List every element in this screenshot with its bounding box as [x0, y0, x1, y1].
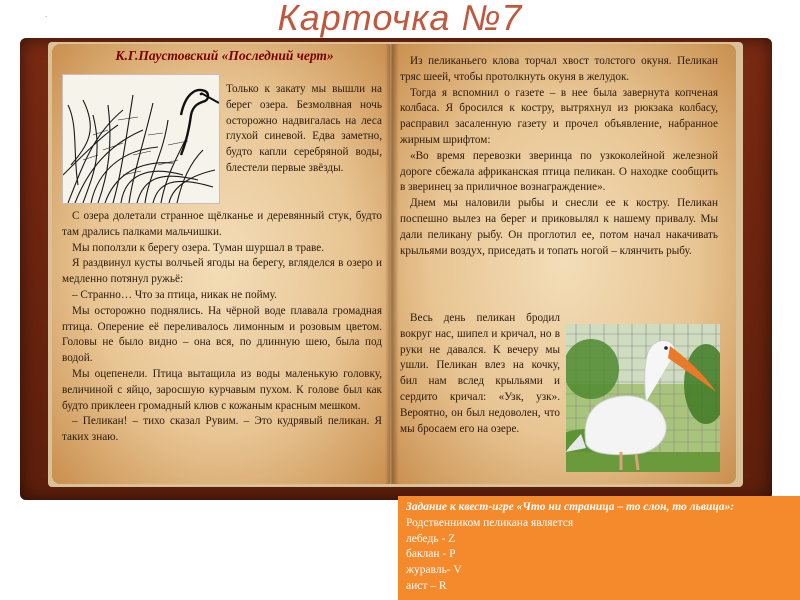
left-paragraph: Мы осторожно поднялись. На чёрной воде плавала громадная птица. Оперение её переливалось лимонным и розовым цветом. Головы не было видно – она вся, по длинную шею, была под водой.: [62, 304, 382, 365]
task-option: аист – R: [406, 579, 447, 592]
card-title: Карточка №7: [277, 0, 523, 38]
right-paragraph: Весь день пеликан бродил вокруг нас, шипел и кричал, но в руки не давался. К вечеру мы ушли. Пеликан влез на кочку, бил нам вслед крыльями и сердито кричал: «Узк, узк». Вероятно, он был недоволен, что мы бросаем его на озере.: [400, 312, 560, 435]
task-option: лебедь - Z: [406, 532, 456, 545]
story-heading: К.Г.Паустовский «Последний черт»: [115, 48, 334, 63]
right-paragraph: Тогда я вспомнил о газете – в нее была завернута копченая колбаса. Я бросился к костру, вытряхнул из рюкзака колбасу, расправил засаленную газету и прочел объявление, набранное жирным шрифтом:: [400, 86, 718, 146]
right-paragraph: Из пеликаньего клова торчал хвост толстого окуня. Пеликан тряс шеей, чтобы протолкнуть окуня в желудок.: [400, 55, 718, 83]
left-paragraph: – Странно… Что за птица, никак не пойму.: [72, 288, 277, 301]
decorative-dot: .: [45, 10, 48, 19]
quest-task-box: [398, 496, 800, 600]
left-paragraph: Мы поползли к берегу озера. Туман шуршал в траве.: [72, 241, 325, 254]
reeds-heron-illustration: [62, 74, 220, 204]
right-text-beside-image: [400, 311, 560, 437]
left-text-beside-image: Только к закату мы вышли на берег озера. Безмолвная ночь осторожно надвигалась на леса глухой синевой. Едва заметно, будто капли серебряной воды, блестели первые звёзды.: [226, 83, 382, 174]
left-paragraph: – Пеликан! – тихо сказал Рувим. – Это кудрявый пеликан. Я таких знаю.: [62, 415, 382, 444]
left-paragraph: Мы оцепенели. Птица вытащила из воды маленькую головку, величиной с яйцо, заросшую курчавым пухом. К голове был как будто приклеен громадный клюв с кожаным красным мешком.: [62, 367, 382, 412]
left-paragraph: С озера долетали странное щёлканье и деревянный стук, будто там дрались палками мальчишки.: [62, 210, 382, 238]
left-paragraph: Я раздвинул кусты волчьей ягоды на берегу, вгляделся в озеро и медленно потянул ружьё:: [62, 257, 382, 286]
pelican-photo: [566, 324, 720, 472]
book-spine: [385, 44, 399, 484]
right-text-body: [400, 54, 718, 259]
task-question: Родственником пеликана является: [406, 516, 574, 529]
task-option: баклан - P: [406, 548, 456, 561]
right-paragraph: «Во время перевозки зверинца по узкоколейной железной дороге сбежала африканская птица пеликан. О находке сообщить в зверинец за приличное вознаграждение».: [400, 149, 718, 194]
task-option: журавль- V: [406, 564, 462, 577]
task-heading: Задание к квест-игре «Что ни страница – то слон, то львица»:: [406, 501, 735, 513]
right-paragraph: Днем мы наловили рыбы и снесли ее к костру. Пеликан поспешно вылез на берег и приковылял к нашему привалу. Мы дали пеликану рыбу. Он проглотил ее, потом начал накачивать крыльями воздух, приседать и топать ногой – клянчить рыбу.: [400, 197, 718, 257]
left-text-body: [62, 209, 382, 446]
